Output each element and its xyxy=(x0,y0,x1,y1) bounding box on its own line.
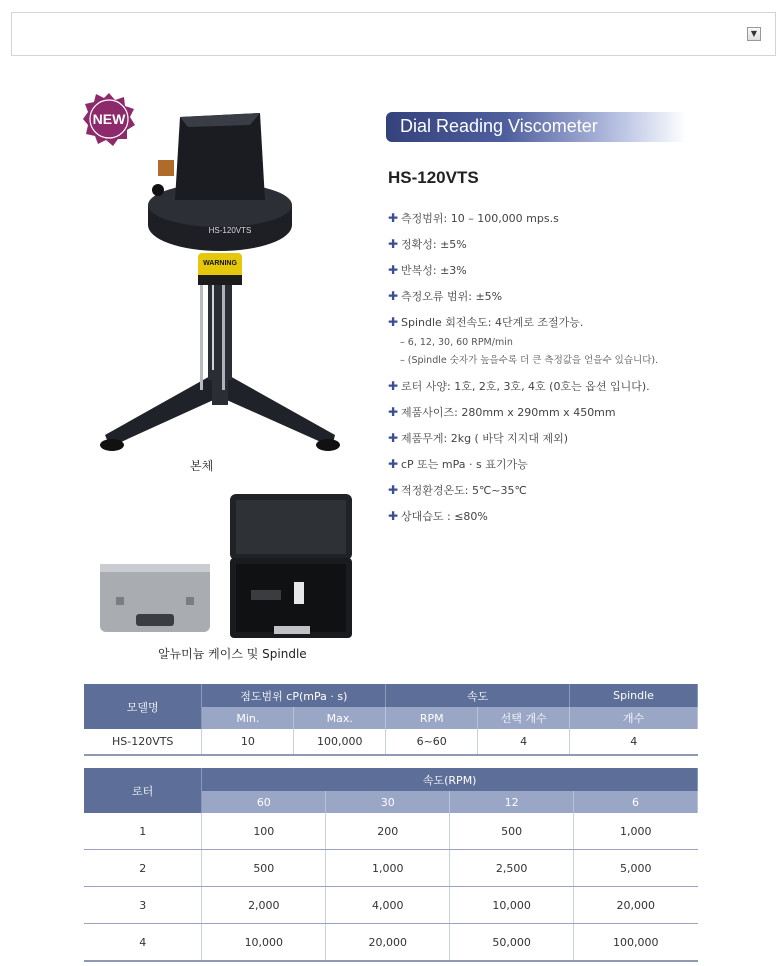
case-caption: 알뉴미늄 케이스 및 Spindle xyxy=(158,647,307,661)
header-rpm-30: 30 xyxy=(326,791,450,813)
table-cell: 100,000 xyxy=(574,924,698,962)
header-rpm: RPM xyxy=(386,707,478,729)
table-cell: 4,000 xyxy=(326,887,450,924)
plus-icon: ✚ xyxy=(388,509,399,523)
table-cell: 2,500 xyxy=(450,850,574,887)
new-badge: NEW xyxy=(82,92,136,146)
case-image xyxy=(96,492,356,642)
header-spindle: Spindle xyxy=(570,684,698,707)
table-cell: 10,000 xyxy=(450,887,574,924)
table-cell: 2 xyxy=(84,850,202,887)
spec-list xyxy=(388,200,768,524)
header-rotor: 로터 xyxy=(84,768,202,813)
device-model-label: HS-120VTS xyxy=(208,226,252,235)
header-count: 개수 xyxy=(570,707,698,729)
spec-sub-item: – 6, 12, 30, 60 RPM/min xyxy=(400,337,513,348)
viscometer-image xyxy=(100,105,340,465)
cell-model: HS-120VTS xyxy=(84,729,202,755)
plus-icon: ✚ xyxy=(388,405,399,419)
plus-icon: ✚ xyxy=(388,289,399,303)
table-cell: 10,000 xyxy=(202,924,326,962)
header-speed: 속도 xyxy=(386,684,570,707)
spec-item: ✚ 측정범위: 10 – 100,000 mps.s xyxy=(388,211,559,225)
header-rpm-6: 6 xyxy=(574,791,698,813)
spec-item: ✚ 적정환경온도: 5℃~35℃ xyxy=(388,483,527,497)
header-rpm-12: 12 xyxy=(450,791,574,813)
table-cell: 3 xyxy=(84,887,202,924)
table-cell: 100 xyxy=(202,813,326,850)
plus-icon: ✚ xyxy=(388,263,399,277)
product-title-bar xyxy=(386,112,686,142)
header-model: 모델명 xyxy=(84,684,202,729)
table-cell: 1,000 xyxy=(326,850,450,887)
spec-sub-item: – (Spindle 숫자가 높을수록 더 큰 측정값을 얻을수 있습니다). xyxy=(400,355,659,366)
header-range: 점도범위 cP(mPa · s) xyxy=(202,684,386,707)
table-cell: 4 xyxy=(84,924,202,962)
plus-icon: ✚ xyxy=(388,431,399,445)
rotor-table xyxy=(84,768,698,962)
table-cell: 1 xyxy=(84,813,202,850)
table-row xyxy=(84,813,698,850)
table-cell: 500 xyxy=(202,850,326,887)
spec-item: ✚ 반복성: ±3% xyxy=(388,263,467,277)
table-row xyxy=(84,924,698,962)
cell-rpm: 6~60 xyxy=(386,729,478,755)
spec-item: ✚ cP 또는 mPa · s 표기가능 xyxy=(388,457,528,471)
table-cell: 50,000 xyxy=(450,924,574,962)
table-cell: 200 xyxy=(326,813,450,850)
cell-min: 10 xyxy=(202,729,294,755)
header-speed-rpm: 속도(RPM) xyxy=(202,768,698,791)
header-min: Min. xyxy=(202,707,294,729)
product-title: Dial Reading Viscometer xyxy=(400,116,598,136)
spec-item: ✚ 상대습도 : ≤80% xyxy=(388,509,488,523)
table-cell: 20,000 xyxy=(326,924,450,962)
table-cell: 500 xyxy=(450,813,574,850)
warning-label: WARNING xyxy=(203,260,237,267)
model-name: HS-120VTS xyxy=(388,168,479,187)
plus-icon: ✚ xyxy=(388,457,399,471)
spec-item: ✚ Spindle 회전속도: 4단계로 조절가능. xyxy=(388,315,584,329)
table-row xyxy=(84,850,698,887)
header-rpm-60: 60 xyxy=(202,791,326,813)
table-row xyxy=(84,887,698,924)
spec-item: ✚ 측정오류 범위: ±5% xyxy=(388,289,503,303)
plus-icon: ✚ xyxy=(388,315,399,329)
header-max: Max. xyxy=(294,707,386,729)
table-cell: 2,000 xyxy=(202,887,326,924)
main-unit-caption: 본체 xyxy=(190,459,214,473)
plus-icon: ✚ xyxy=(388,483,399,497)
plus-icon: ✚ xyxy=(388,379,399,393)
table-cell: 1,000 xyxy=(574,813,698,850)
spec-item: ✚ 정확성: ±5% xyxy=(388,237,467,251)
table-row xyxy=(84,729,698,755)
header-select-count: 선택 개수 xyxy=(478,707,570,729)
spec-item: ✚ 제품무게: 2kg ( 바닥 지지대 제외) xyxy=(388,431,569,445)
cell-count: 4 xyxy=(570,729,698,755)
spec-table xyxy=(84,684,698,756)
chevron-down-icon[interactable]: ▼ xyxy=(747,27,761,41)
table-cell: 5,000 xyxy=(574,850,698,887)
spec-item: ✚ 제품사이즈: 280mm x 290mm x 450mm xyxy=(388,405,616,419)
plus-icon: ✚ xyxy=(388,211,399,225)
plus-icon: ✚ xyxy=(388,237,399,251)
table-cell: 20,000 xyxy=(574,887,698,924)
spec-item: ✚ 로터 사양: 1호, 2호, 3호, 4호 (0호는 옵션 입니다). xyxy=(388,379,650,393)
cell-max: 100,000 xyxy=(294,729,386,755)
cell-select-count: 4 xyxy=(478,729,570,755)
top-select-box[interactable] xyxy=(11,12,776,56)
